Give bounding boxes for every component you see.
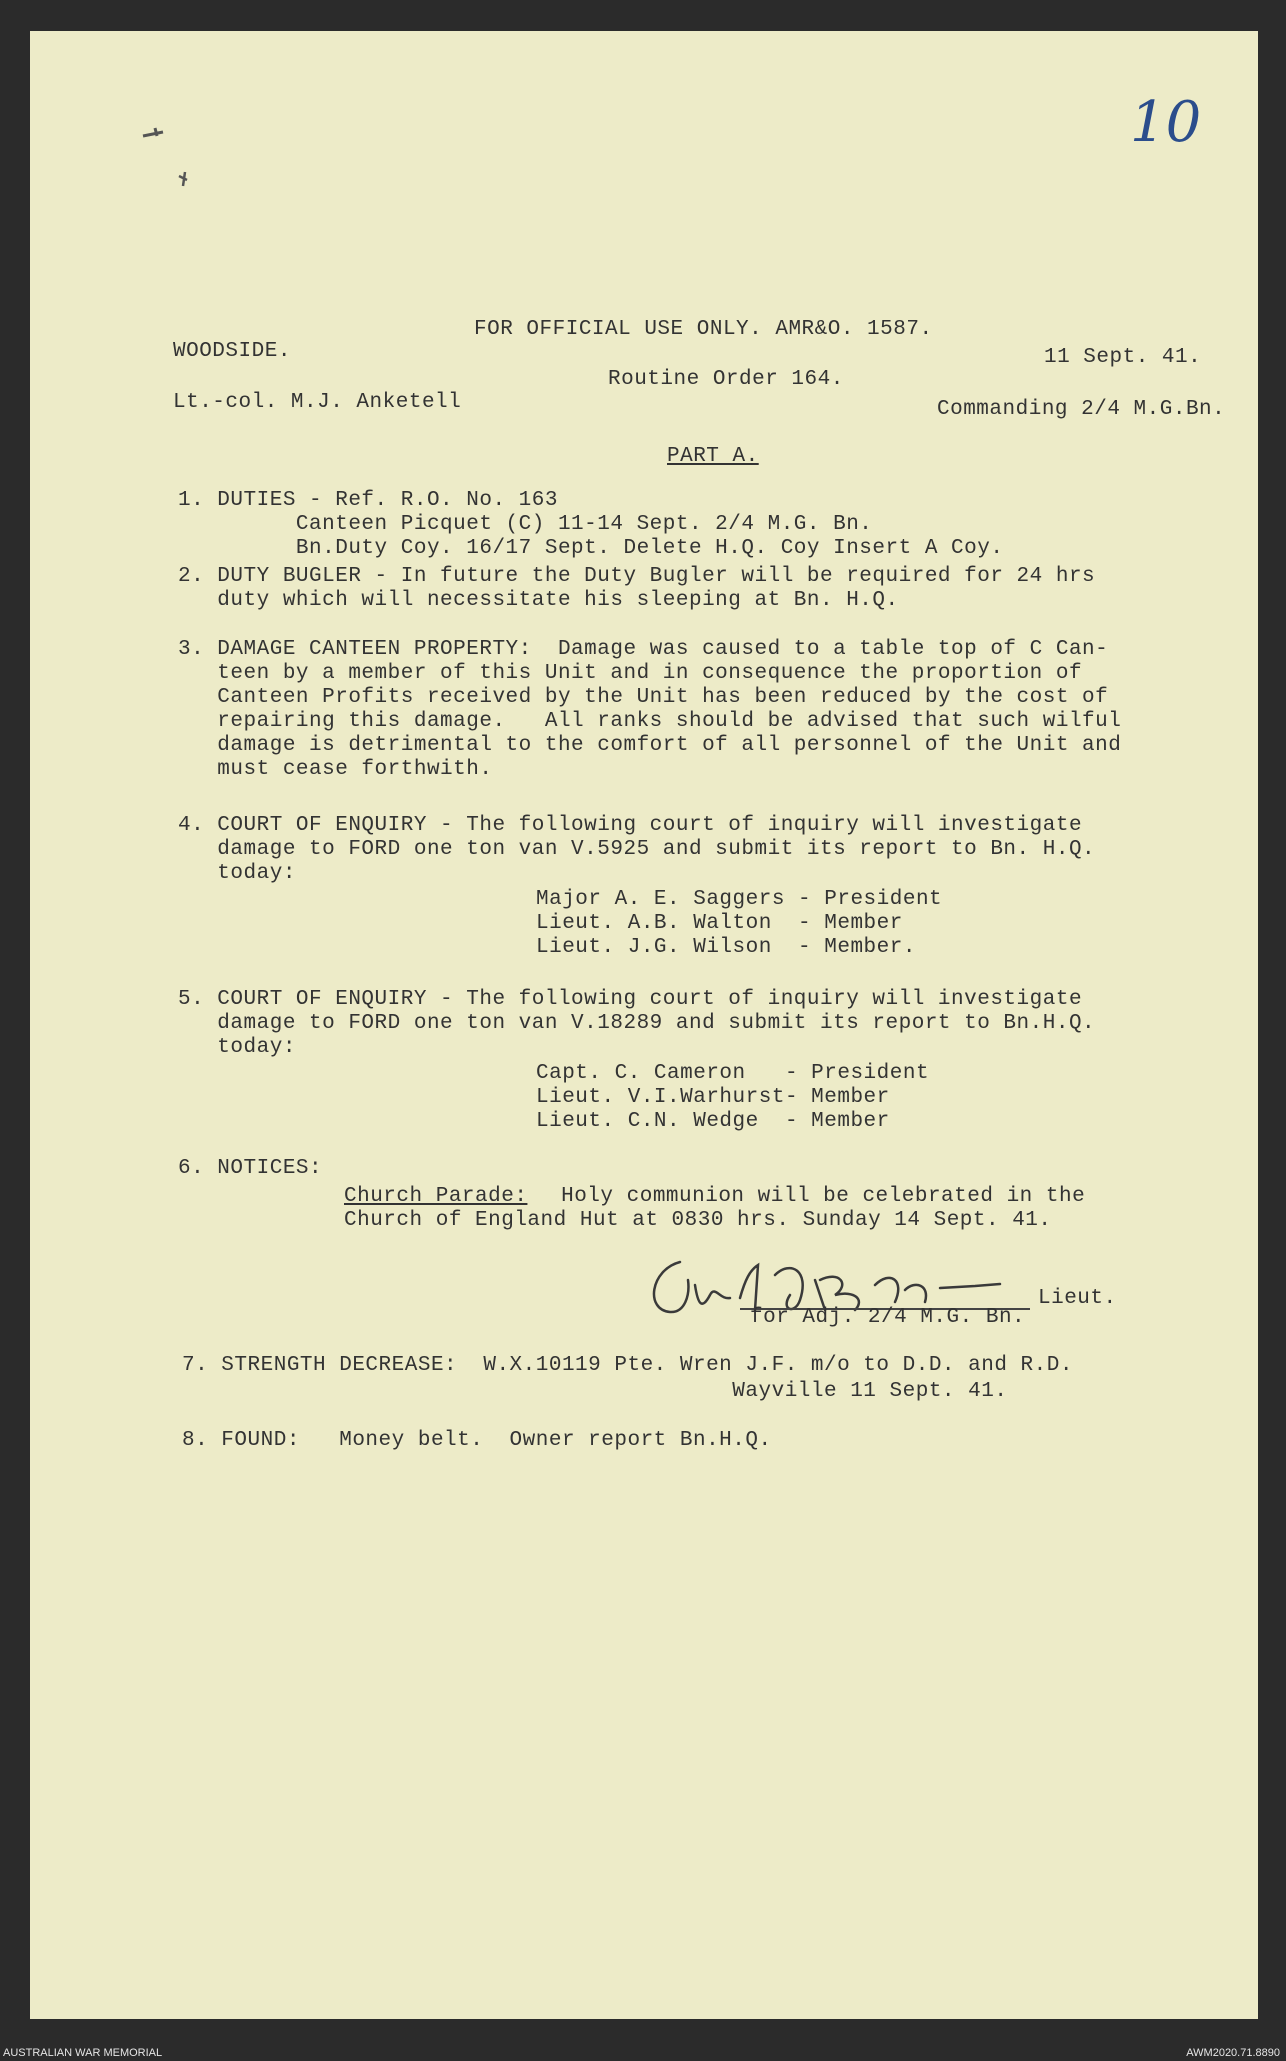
item-1-line-2: Canteen Picquet (C) 11-14 Sept. 2/4 M.G. Bn. xyxy=(178,513,873,536)
item-3-line-6: must cease forthwith. xyxy=(178,758,493,781)
pencil-marks xyxy=(135,120,205,190)
item-6-heading: 6. NOTICES: xyxy=(178,1157,323,1180)
item-3-line-3: Canteen Profits received by the Unit has been reduced by the cost of xyxy=(178,686,1109,709)
footer-source: AUSTRALIAN WAR MEMORIAL xyxy=(3,2047,163,2059)
signature-rank: Lieut. xyxy=(1038,1287,1117,1310)
item-4-line-3: today: xyxy=(178,862,296,885)
classification-line: FOR OFFICIAL USE ONLY. AMR&O. 1587. xyxy=(474,318,933,341)
church-parade-label: Church Parade: xyxy=(344,1185,528,1208)
folio-number: 10 xyxy=(1130,90,1202,155)
item-2-line-2: duty which will necessitate his sleeping at Bn. H.Q. xyxy=(178,589,899,612)
location: WOODSIDE. xyxy=(173,340,291,363)
item-3-line-4: repairing this damage. All ranks should be advised that such wilful xyxy=(178,710,1122,733)
item-5-line-2: damage to FORD one ton van V.18289 and submit its report to Bn.H.Q. xyxy=(178,1012,1096,1035)
command-title: Commanding 2/4 M.G.Bn. xyxy=(937,398,1226,421)
footer-accession: AWM2020.71.8890 xyxy=(1186,2047,1280,2059)
signature-for-line: for Adj. 2/4 M.G. Bn. xyxy=(750,1306,1026,1329)
item-6-line-1: Holy communion will be celebrated in the xyxy=(548,1185,1086,1208)
item-4-line-1: 4. COURT OF ENQUIRY - The following court of inquiry will investigate xyxy=(178,814,1083,837)
item-3-line-5: damage is detrimental to the comfort of all personnel of the Unit and xyxy=(178,734,1122,757)
item-4-member-2: Lieut. A.B. Walton - Member xyxy=(536,912,903,935)
item-8-line-1: 8. FOUND: Money belt. Owner report Bn.H.Q. xyxy=(182,1429,772,1452)
part-title: PART A. xyxy=(667,445,759,468)
item-7-line-2: Wayville 11 Sept. 41. xyxy=(182,1380,1008,1403)
item-5-line-1: 5. COURT OF ENQUIRY - The following court of inquiry will investigate xyxy=(178,988,1083,1011)
item-7-line-1: 7. STRENGTH DECREASE: W.X.10119 Pte. Wren J.F. m/o to D.D. and R.D. xyxy=(182,1354,1073,1377)
item-5-member-2: Lieut. V.I.Warhurst- Member xyxy=(536,1086,890,1109)
commander-name: Lt.-col. M.J. Anketell xyxy=(173,391,462,414)
item-5-member-3: Lieut. C.N. Wedge - Member xyxy=(536,1110,890,1133)
item-6-line-2: Church of England Hut at 0830 hrs. Sunday 14 Sept. 41. xyxy=(344,1209,1052,1232)
item-5-line-3: today: xyxy=(178,1036,296,1059)
item-5-member-1: Capt. C. Cameron - President xyxy=(536,1062,930,1085)
item-4-member-3: Lieut. J.G. Wilson - Member. xyxy=(536,936,916,959)
order-title: Routine Order 164. xyxy=(608,368,844,391)
item-3-line-2: teen by a member of this Unit and in consequence the proportion of xyxy=(178,662,1083,685)
item-1-line-3: Bn.Duty Coy. 16/17 Sept. Delete H.Q. Coy Insert A Coy. xyxy=(178,537,1004,560)
item-3-line-1: 3. DAMAGE CANTEEN PROPERTY: Damage was caused to a table top of C Can- xyxy=(178,638,1109,661)
item-1-line-1: 1. DUTIES - Ref. R.O. No. 163 xyxy=(178,489,558,512)
item-4-line-2: damage to FORD one ton van V.5925 and submit its report to Bn. H.Q. xyxy=(178,838,1096,861)
item-4-member-1: Major A. E. Saggers - President xyxy=(536,888,943,911)
order-date: 11 Sept. 41. xyxy=(1044,346,1202,369)
item-2-line-1: 2. DUTY BUGLER - In future the Duty Bugler will be required for 24 hrs xyxy=(178,565,1096,588)
